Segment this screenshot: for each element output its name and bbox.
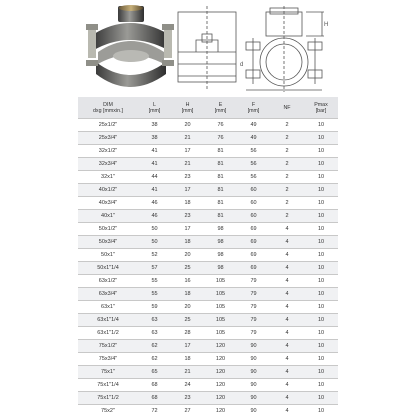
table-row <box>78 236 338 249</box>
cell-l: 41 <box>138 184 171 197</box>
cell-f: 90 <box>237 392 270 405</box>
cell-nf: 4 <box>270 379 304 392</box>
cell-h: 17 <box>171 340 204 353</box>
table-row <box>78 275 338 288</box>
cell-f: 90 <box>237 379 270 392</box>
cell-dim: 63x1/2" <box>78 275 138 288</box>
cell-e: 105 <box>204 275 237 288</box>
cell-e: 120 <box>204 379 237 392</box>
cell-l: 63 <box>138 314 171 327</box>
header-f: F [mm] <box>237 97 270 119</box>
cell-nf: 4 <box>270 249 304 262</box>
cell-h: 17 <box>171 145 204 158</box>
cell-l: 50 <box>138 236 171 249</box>
cell-pmax: 10 <box>304 249 338 262</box>
cell-pmax: 10 <box>304 184 338 197</box>
table-row <box>78 119 338 132</box>
table-body <box>78 119 338 417</box>
cell-dim: 50x1" <box>78 249 138 262</box>
cell-pmax: 10 <box>304 236 338 249</box>
cell-pmax: 10 <box>304 158 338 171</box>
cell-dim: 32x1" <box>78 171 138 184</box>
cell-f: 79 <box>237 288 270 301</box>
cell-nf: 4 <box>270 314 304 327</box>
cell-nf: 2 <box>270 132 304 145</box>
side-view-drawing <box>172 4 242 94</box>
cell-l: 50 <box>138 223 171 236</box>
cell-f: 79 <box>237 327 270 340</box>
cell-f: 79 <box>237 314 270 327</box>
cell-f: 69 <box>237 249 270 262</box>
cell-dim: 40x3/4" <box>78 197 138 210</box>
cell-nf: 4 <box>270 236 304 249</box>
cell-e: 98 <box>204 223 237 236</box>
cell-pmax: 10 <box>304 288 338 301</box>
cell-nf: 4 <box>270 340 304 353</box>
cell-e: 105 <box>204 301 237 314</box>
cell-l: 46 <box>138 197 171 210</box>
cell-pmax: 10 <box>304 119 338 132</box>
cell-e: 81 <box>204 158 237 171</box>
cell-nf: 4 <box>270 353 304 366</box>
cell-nf: 2 <box>270 197 304 210</box>
cell-h: 25 <box>171 262 204 275</box>
cell-l: 38 <box>138 132 171 145</box>
cell-l: 52 <box>138 249 171 262</box>
cell-f: 90 <box>237 353 270 366</box>
cell-e: 105 <box>204 314 237 327</box>
cell-f: 56 <box>237 145 270 158</box>
cell-l: 68 <box>138 379 171 392</box>
cell-nf: 4 <box>270 288 304 301</box>
cell-pmax: 10 <box>304 210 338 223</box>
dimensions-table-wrapper <box>78 97 338 417</box>
cell-e: 120 <box>204 366 237 379</box>
cell-l: 41 <box>138 158 171 171</box>
cell-f: 60 <box>237 197 270 210</box>
cell-l: 62 <box>138 353 171 366</box>
cell-l: 55 <box>138 275 171 288</box>
cell-pmax: 10 <box>304 223 338 236</box>
cell-h: 24 <box>171 379 204 392</box>
header-h: H [mm] <box>171 97 204 119</box>
cell-pmax: 10 <box>304 132 338 145</box>
table-row <box>78 223 338 236</box>
table-row <box>78 145 338 158</box>
cell-nf: 4 <box>270 405 304 417</box>
dim-label-h: H <box>324 22 328 28</box>
cell-pmax: 10 <box>304 275 338 288</box>
cell-pmax: 10 <box>304 301 338 314</box>
cell-h: 20 <box>171 119 204 132</box>
cell-f: 90 <box>237 366 270 379</box>
cell-pmax: 10 <box>304 171 338 184</box>
table-row <box>78 340 338 353</box>
cell-l: 65 <box>138 366 171 379</box>
cell-h: 20 <box>171 301 204 314</box>
table-row <box>78 158 338 171</box>
cell-h: 28 <box>171 327 204 340</box>
cell-h: 21 <box>171 366 204 379</box>
cell-l: 59 <box>138 301 171 314</box>
table-row <box>78 379 338 392</box>
cell-dim: 63x1" <box>78 301 138 314</box>
cell-f: 60 <box>237 210 270 223</box>
product-illustrations <box>0 0 416 96</box>
cell-dim: 32x1/2" <box>78 145 138 158</box>
cell-e: 98 <box>204 249 237 262</box>
table-row <box>78 184 338 197</box>
cell-pmax: 10 <box>304 262 338 275</box>
cell-dim: 75x1"1/4 <box>78 379 138 392</box>
cell-h: 21 <box>171 132 204 145</box>
cell-pmax: 10 <box>304 353 338 366</box>
cell-h: 23 <box>171 171 204 184</box>
cell-nf: 4 <box>270 275 304 288</box>
cell-f: 79 <box>237 301 270 314</box>
cell-h: 27 <box>171 405 204 417</box>
cell-dim: 50x1"1/4 <box>78 262 138 275</box>
cell-pmax: 10 <box>304 392 338 405</box>
cell-pmax: 10 <box>304 327 338 340</box>
cell-dim: 75x2" <box>78 405 138 417</box>
table-row <box>78 132 338 145</box>
cell-dim: 32x3/4" <box>78 158 138 171</box>
cell-f: 79 <box>237 275 270 288</box>
dimensions-table <box>78 97 338 417</box>
cell-dim: 63x3/4" <box>78 288 138 301</box>
cell-pmax: 10 <box>304 314 338 327</box>
cell-h: 18 <box>171 288 204 301</box>
cell-e: 120 <box>204 392 237 405</box>
cell-e: 98 <box>204 236 237 249</box>
cell-dim: 63x1"1/4 <box>78 314 138 327</box>
cell-pmax: 10 <box>304 145 338 158</box>
table-row <box>78 288 338 301</box>
table-row <box>78 327 338 340</box>
table-row <box>78 392 338 405</box>
cell-l: 46 <box>138 210 171 223</box>
cell-nf: 2 <box>270 158 304 171</box>
cell-pmax: 10 <box>304 405 338 417</box>
cell-f: 69 <box>237 262 270 275</box>
cell-h: 17 <box>171 223 204 236</box>
cell-f: 90 <box>237 340 270 353</box>
cell-h: 21 <box>171 158 204 171</box>
cell-e: 98 <box>204 262 237 275</box>
cell-e: 120 <box>204 353 237 366</box>
cell-f: 69 <box>237 223 270 236</box>
cell-f: 49 <box>237 132 270 145</box>
cell-nf: 4 <box>270 327 304 340</box>
table-row <box>78 366 338 379</box>
cell-e: 105 <box>204 288 237 301</box>
header-l: L [mm] <box>138 97 171 119</box>
cell-e: 105 <box>204 327 237 340</box>
cell-dim: 40x1/2" <box>78 184 138 197</box>
table-row <box>78 405 338 417</box>
cell-h: 18 <box>171 236 204 249</box>
cell-e: 81 <box>204 210 237 223</box>
table-row <box>78 197 338 210</box>
cell-nf: 2 <box>270 119 304 132</box>
cell-l: 62 <box>138 340 171 353</box>
cell-l: 38 <box>138 119 171 132</box>
cell-l: 55 <box>138 288 171 301</box>
cell-e: 76 <box>204 119 237 132</box>
cell-nf: 2 <box>270 171 304 184</box>
header-dim: DIM dxg [mmxin.] <box>78 97 138 119</box>
table-row <box>78 353 338 366</box>
cell-e: 81 <box>204 184 237 197</box>
cell-f: 56 <box>237 171 270 184</box>
cell-h: 25 <box>171 314 204 327</box>
cell-h: 16 <box>171 275 204 288</box>
cell-dim: 75x3/4" <box>78 353 138 366</box>
cell-e: 81 <box>204 171 237 184</box>
header-pmax: Pmax [bar] <box>304 97 338 119</box>
table-header-row <box>78 97 338 119</box>
cell-nf: 2 <box>270 184 304 197</box>
header-nf: NF <box>270 97 304 119</box>
cell-e: 81 <box>204 145 237 158</box>
front-view-drawing <box>236 4 332 94</box>
cell-h: 17 <box>171 184 204 197</box>
clamp-saddle-photo <box>84 4 176 92</box>
cell-nf: 2 <box>270 145 304 158</box>
cell-h: 23 <box>171 392 204 405</box>
cell-dim: 50x3/4" <box>78 236 138 249</box>
cell-dim: 75x1/2" <box>78 340 138 353</box>
cell-l: 41 <box>138 145 171 158</box>
table-row <box>78 301 338 314</box>
cell-e: 81 <box>204 197 237 210</box>
table-row <box>78 249 338 262</box>
cell-dim: 40x1" <box>78 210 138 223</box>
cell-f: 49 <box>237 119 270 132</box>
cell-f: 69 <box>237 236 270 249</box>
table-row <box>78 314 338 327</box>
header-e: E [mm] <box>204 97 237 119</box>
cell-h: 18 <box>171 353 204 366</box>
cell-dim: 75x1"1/2 <box>78 392 138 405</box>
cell-f: 60 <box>237 184 270 197</box>
table-row <box>78 171 338 184</box>
cell-pmax: 10 <box>304 379 338 392</box>
cell-l: 72 <box>138 405 171 417</box>
cell-e: 120 <box>204 405 237 417</box>
cell-h: 23 <box>171 210 204 223</box>
cell-f: 56 <box>237 158 270 171</box>
cell-nf: 4 <box>270 223 304 236</box>
dim-label-d: d <box>240 62 243 68</box>
cell-l: 44 <box>138 171 171 184</box>
cell-dim: 25x1/2" <box>78 119 138 132</box>
cell-h: 20 <box>171 249 204 262</box>
cell-dim: 25x3/4" <box>78 132 138 145</box>
cell-pmax: 10 <box>304 197 338 210</box>
cell-h: 18 <box>171 197 204 210</box>
cell-dim: 63x1"1/2 <box>78 327 138 340</box>
cell-l: 57 <box>138 262 171 275</box>
cell-nf: 4 <box>270 262 304 275</box>
cell-pmax: 10 <box>304 340 338 353</box>
cell-dim: 75x1" <box>78 366 138 379</box>
cell-nf: 4 <box>270 301 304 314</box>
cell-e: 76 <box>204 132 237 145</box>
table-row <box>78 210 338 223</box>
cell-pmax: 10 <box>304 366 338 379</box>
cell-l: 68 <box>138 392 171 405</box>
cell-e: 120 <box>204 340 237 353</box>
cell-f: 90 <box>237 405 270 417</box>
cell-nf: 2 <box>270 210 304 223</box>
cell-nf: 4 <box>270 366 304 379</box>
cell-l: 63 <box>138 327 171 340</box>
cell-nf: 4 <box>270 392 304 405</box>
cell-dim: 50x1/2" <box>78 223 138 236</box>
table-row <box>78 262 338 275</box>
